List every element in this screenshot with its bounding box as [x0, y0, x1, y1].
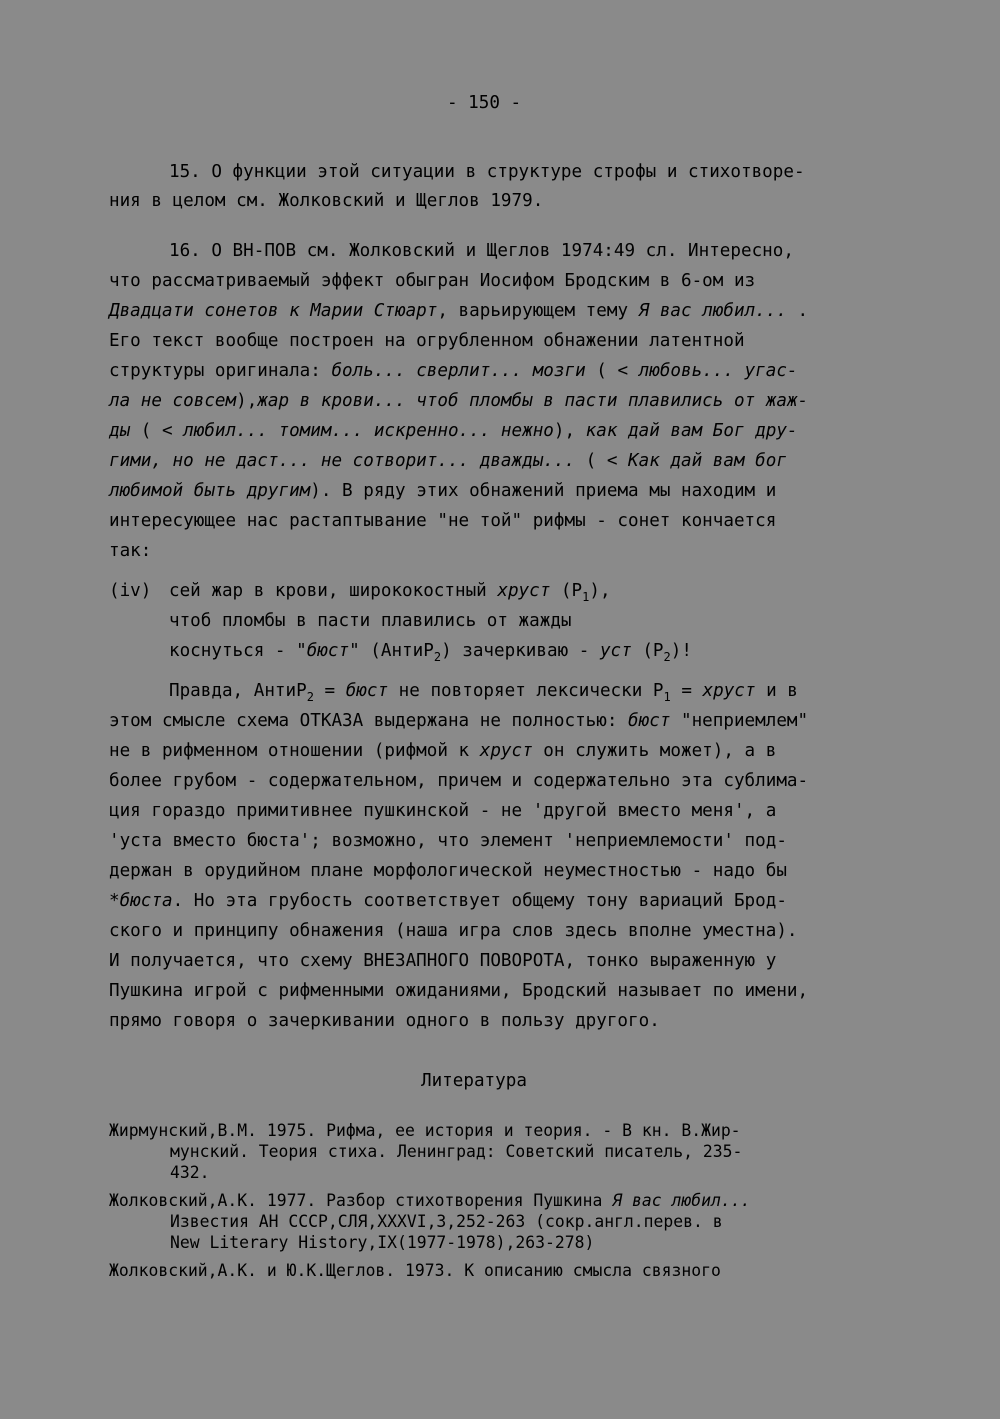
italic-quote: любимой быть другим	[109, 481, 311, 501]
quote-line	[169, 580, 611, 602]
text-span: , варьирующем тему	[437, 301, 639, 321]
italic-quote: ды	[109, 421, 131, 441]
note-16-line: так:	[109, 541, 152, 561]
quote-line	[169, 640, 692, 662]
italic-word: хруст	[702, 681, 756, 701]
note-16-line: 16. О ВН-ПОВ см. Жолковский и Щеглов 1974:49 сл. Интересно,	[169, 241, 794, 261]
italic-quote: Я вас любил...	[638, 301, 787, 321]
italic-quote: Как дай вам бог	[628, 451, 787, 471]
quote-line: чтоб пломбы в пасти плавились от жажды	[169, 611, 572, 631]
italic-word: бюст	[345, 681, 389, 701]
note-16-line	[109, 360, 798, 382]
note-16-line	[109, 300, 808, 322]
italic-quote: как дай вам Бог дру-	[585, 421, 798, 441]
reference-line: 432.	[170, 1163, 210, 1182]
reference-line	[109, 1190, 750, 1212]
paragraph-line: прямо говоря о зачеркивании одного в пользу другого.	[109, 1011, 660, 1031]
reference-line: Жирмунский,В.М. 1975. Рифма, ее история и теория. - В кн. В.Жир-	[109, 1121, 741, 1140]
text-span: (Р	[631, 641, 664, 661]
note-15-line: 15. О функции этой ситуации в структуре строфы и стихотворе-	[169, 162, 805, 182]
subscript: 1	[663, 690, 671, 704]
page-number: - 150 -	[447, 93, 522, 113]
text-span: =	[313, 681, 346, 701]
text-span: Правда, АнтиР	[169, 681, 307, 701]
reference-line: Жолковский,А.К. и Ю.К.Щеглов. 1973. К описанию смысла связного	[109, 1261, 721, 1280]
italic-word: хруст	[479, 741, 533, 761]
italic-quote: ла не совсем	[109, 391, 237, 411]
paragraph-line	[109, 740, 776, 762]
text-span: ),	[589, 581, 611, 601]
text-span: "неприемлем"	[670, 711, 809, 731]
paragraph-line	[169, 680, 798, 702]
text-span: ( <	[585, 361, 639, 381]
text-span: ),	[236, 391, 258, 411]
italic-quote: боль... сверлит... мозги	[331, 361, 586, 381]
paragraph-line: 'уста вместо бюста'; возможно, что элемент 'неприемлемости' под-	[109, 831, 787, 851]
italic-title: Я вас любил...	[612, 1191, 751, 1210]
italic-quote: жар в крови... чтоб пломбы в пасти плавились от жаж-	[257, 391, 809, 411]
text-span: ). В ряду этих обнажений приема мы находим и	[310, 481, 777, 501]
paragraph-line: ция гораздо примитивнее пушкинской - не 'другой вместо меня', а	[109, 801, 777, 821]
text-span: структуры оригинала:	[109, 361, 332, 381]
text-span: =	[670, 681, 703, 701]
text-span: сей жар в крови, ширококостный	[169, 581, 498, 601]
paragraph-line: держан в орудийном плане морфологической неуместностью - надо бы	[109, 861, 787, 881]
italic-quote: любил... томим... искренно... нежно	[183, 421, 554, 441]
subscript: 2	[433, 650, 442, 664]
subscript: 2	[306, 690, 314, 704]
italic-word: уст	[599, 641, 632, 661]
paragraph-line	[109, 710, 808, 732]
italic-quote: гими, но не даст... не сотворит... дважды...	[109, 451, 576, 471]
note-16-line	[109, 450, 787, 472]
note-16-line: что рассматриваемый эффект обыгран Иосифом Бродским в 6-ом из	[109, 271, 756, 291]
italic-word: *бюста	[109, 891, 173, 911]
paragraph-line: И получается, что схему ВНЕЗАПНОГО ПОВОРОТА, тонко выраженную у	[109, 951, 777, 971]
paragraph-line: ского и принципу обнажения (наша игра слов здесь вполне уместна).	[109, 921, 798, 941]
text-span: не повторяет лексически Р	[388, 681, 664, 701]
text-span: не в рифменном отношении (рифмой к	[109, 741, 480, 761]
text-span: ) зачеркиваю -	[441, 641, 600, 661]
text-span: .	[786, 301, 809, 321]
text-span: Жолковский,А.К. 1977. Разбор стихотворения Пушкина	[109, 1191, 613, 1210]
subscript: 1	[582, 590, 590, 604]
note-16-line	[109, 420, 798, 442]
text-span: (АнтиР	[359, 641, 434, 661]
text-span: . Но эта грубость соответствует общему тону вариаций Брод-	[172, 891, 787, 911]
note-16-line	[109, 390, 808, 412]
note-16-line: интересующее нас растаптывание "не той" рифмы - сонет кончается	[109, 511, 777, 531]
italic-title: Двадцати сонетов к Марии Стюарт	[109, 301, 438, 321]
italic-word: бюст	[628, 711, 671, 731]
italic-quote: любовь... угас-	[638, 361, 798, 381]
paragraph-line: более грубом - содержательном, причем и содержательно эта сублима-	[109, 771, 809, 791]
italic-word: хруст	[497, 581, 551, 601]
text-span: (Р	[550, 581, 583, 601]
paragraph-line	[109, 890, 787, 912]
text-span: и в	[755, 681, 798, 701]
text-span: он служить может), а в	[532, 741, 777, 761]
text-span: коснуться -	[169, 641, 297, 661]
note-16-line: Его текст вообще построен на огрубленном обнажении латентной	[109, 331, 745, 351]
reference-line: New Literary History,IX(1977-1978),263-278)	[170, 1233, 595, 1252]
text-span: )!	[670, 641, 692, 661]
paragraph-line: Пушкина игрой с рифменными ожиданиями, Бродский называет по имени,	[109, 981, 809, 1001]
text-span: ),	[553, 421, 586, 441]
note-16-line	[109, 480, 776, 502]
note-15-line: ния в целом см. Жолковский и Щеглов 1979.	[109, 191, 544, 211]
reference-line: Известия АН СССР,СЛЯ,XXXVI,3,252-263 (сокр.англ.перев. в	[170, 1212, 723, 1231]
subscript: 2	[663, 650, 671, 664]
text-span: ( <	[575, 451, 629, 471]
text-span: этом смысле схема ОТКАЗА выдержана не полностью:	[109, 711, 629, 731]
text-span: ( <	[130, 421, 184, 441]
quote-label: (iv)	[109, 581, 152, 601]
reference-line: мунский. Теория стиха. Ленинград: Советский писатель, 235-	[170, 1142, 743, 1161]
literature-heading: Литература	[421, 1071, 527, 1091]
italic-word: "бюст"	[296, 641, 360, 661]
